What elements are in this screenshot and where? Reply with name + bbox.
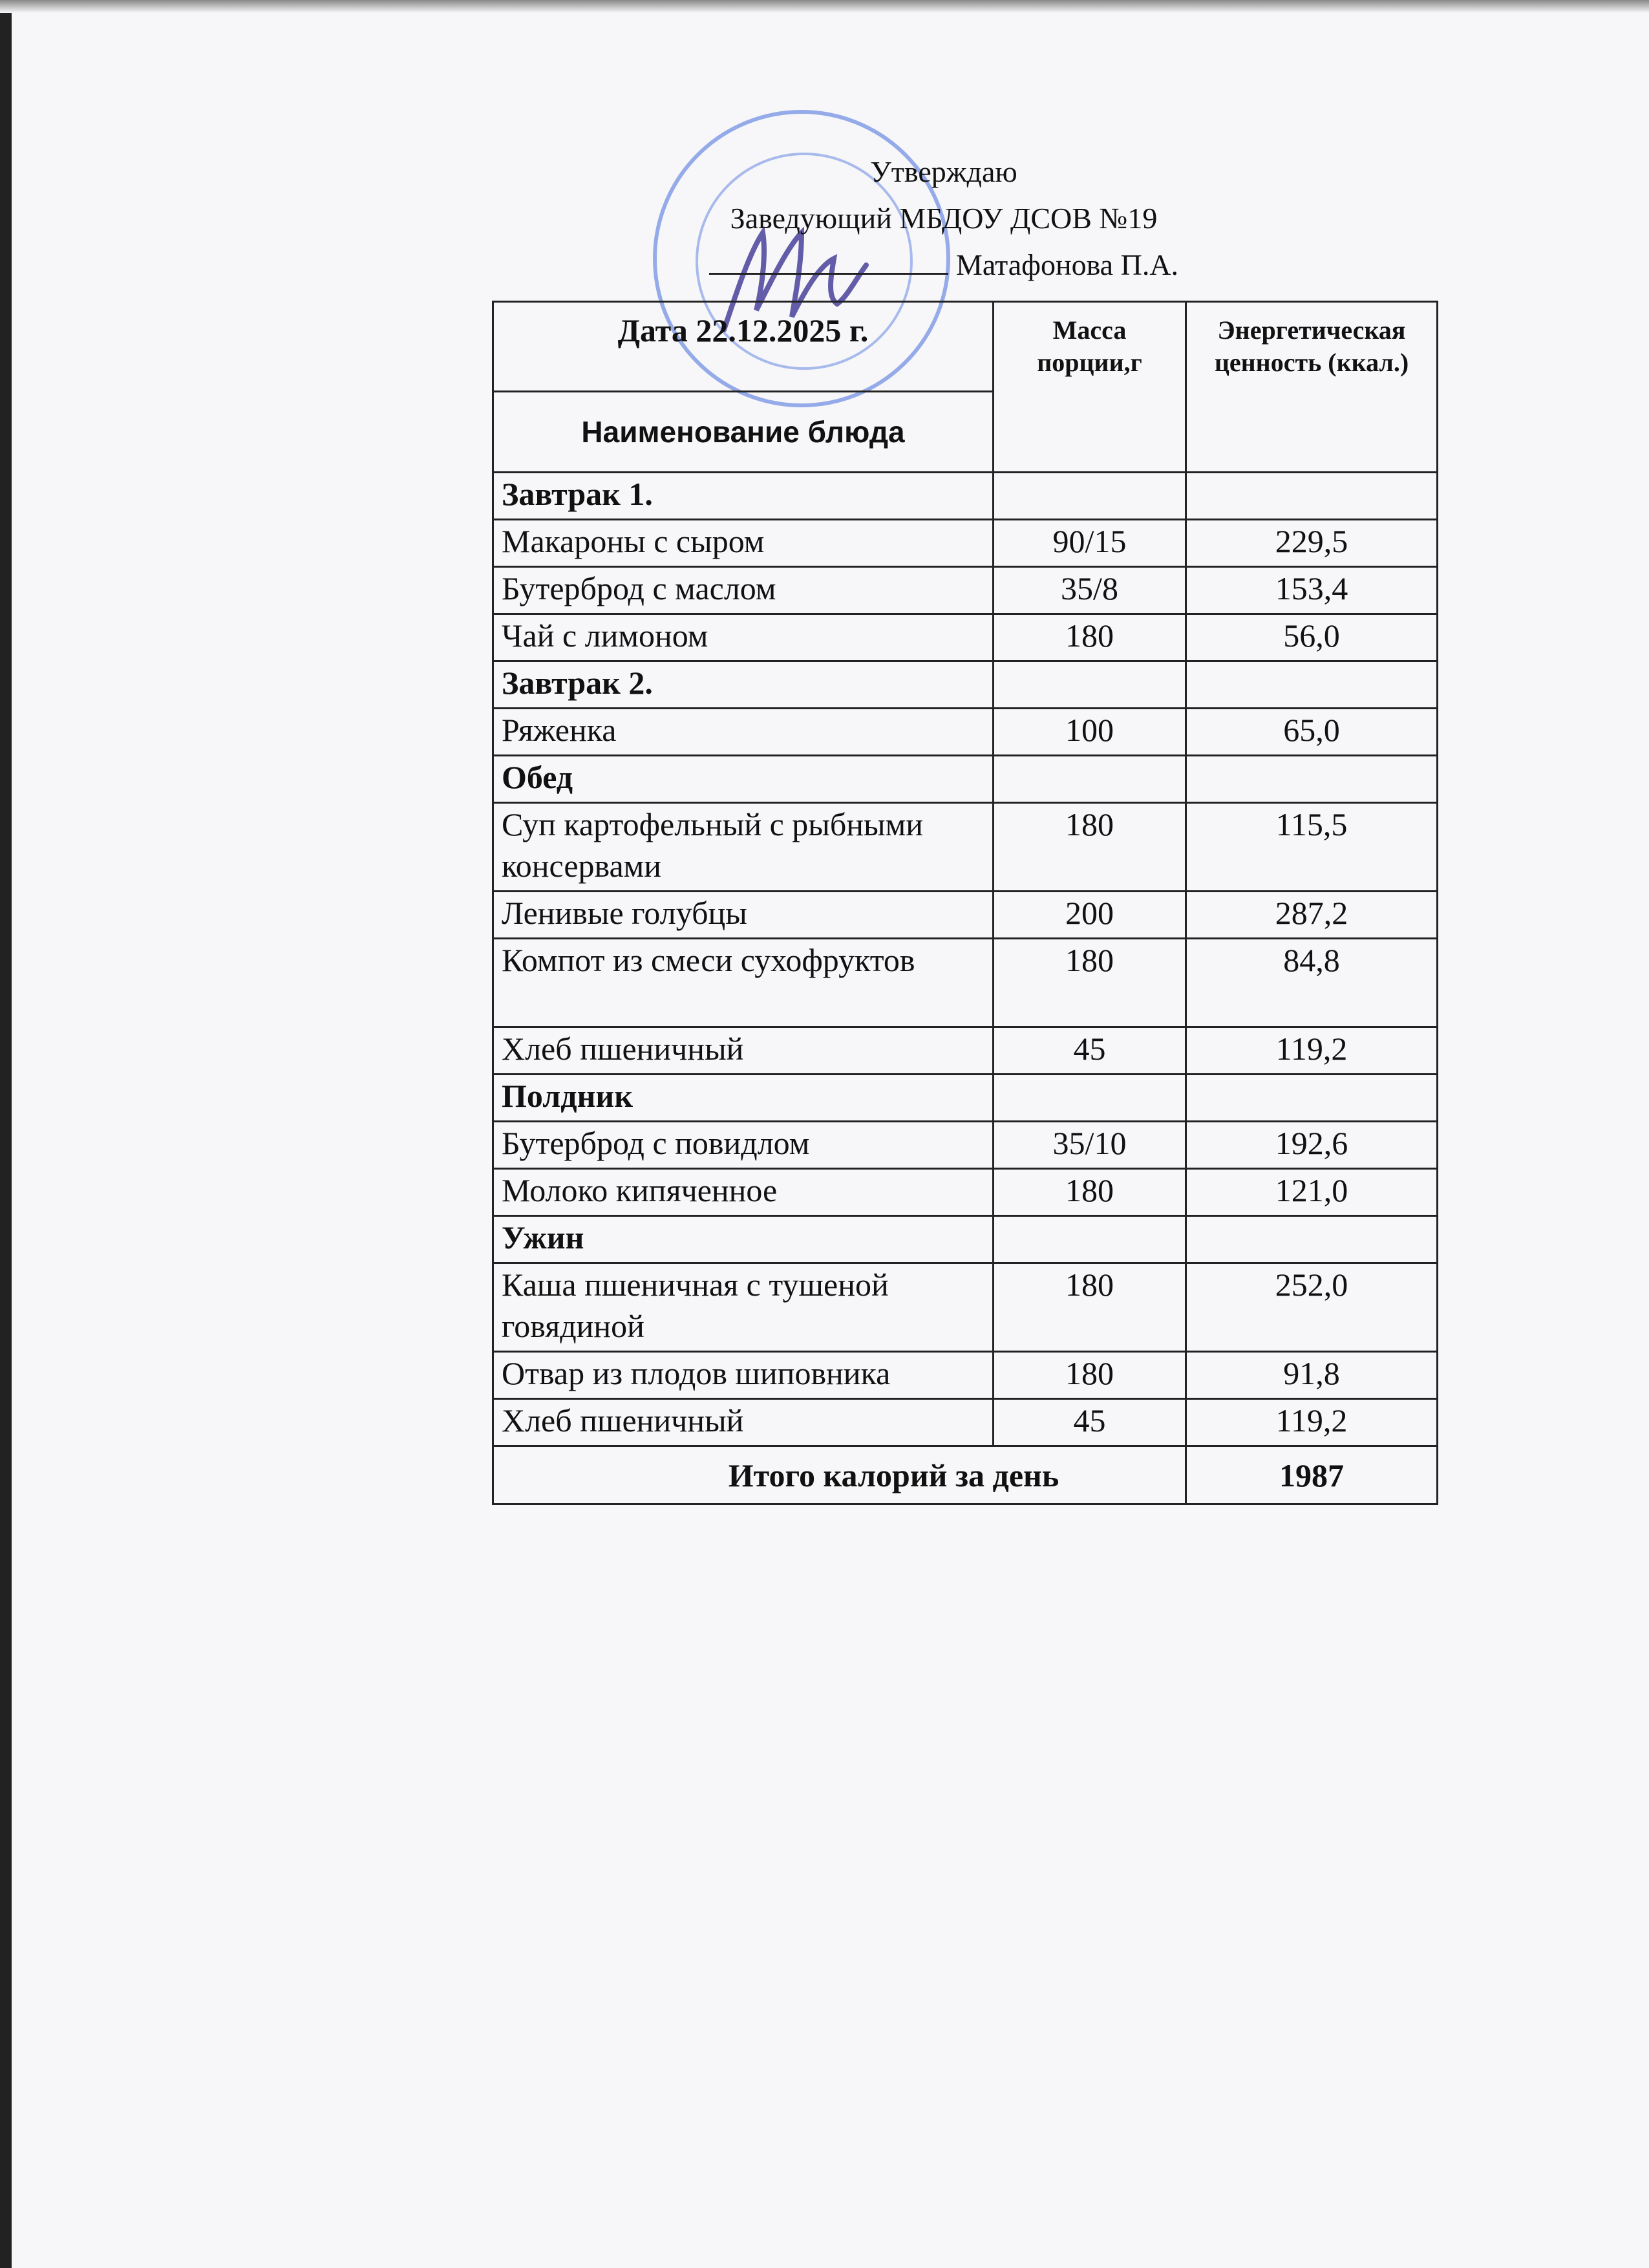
dish-name: Компот из смеси сухофруктов [493,939,994,1027]
dish-row [493,803,1438,892]
dish-name: Макароны с сыром [493,520,994,567]
dish-mass: 180 [994,1169,1186,1216]
dish-row [493,1352,1438,1399]
scan-edge [0,0,12,2268]
dish-kcal: 252,0 [1186,1263,1438,1352]
section-row [493,473,1438,520]
dish-name: Ряженка [493,709,994,756]
signature-line [709,273,948,275]
dish-name: Чай с лимоном [493,614,994,661]
dish-name: Каша пшеничная с тушеной говядиной [493,1263,994,1352]
section-title: Завтрак 1. [493,473,994,520]
scan-edge-top [0,0,1649,13]
dish-kcal: 119,2 [1186,1027,1438,1075]
column-header-energy: Энергетическая ценность (ккал.) [1186,302,1438,473]
dish-mass: 180 [994,803,1186,892]
dish-mass: 200 [994,892,1186,939]
approval-block [621,149,1267,288]
section-row [493,1216,1438,1263]
column-header-name: Наименование блюда [493,392,994,473]
dish-name: Отвар из плодов шиповника [493,1352,994,1399]
dish-row [493,567,1438,614]
section-title: Обед [493,756,994,803]
dish-mass: 180 [994,614,1186,661]
dish-row [493,1399,1438,1446]
dish-kcal: 229,5 [1186,520,1438,567]
dish-mass: 180 [994,1263,1186,1352]
section-title: Полдник [493,1075,994,1122]
dish-kcal: 153,4 [1186,567,1438,614]
approval-title: Утверждаю [870,155,1017,188]
dish-mass: 100 [994,709,1186,756]
total-label: Итого калорий за день [493,1446,1186,1504]
section-row [493,756,1438,803]
dish-kcal: 121,0 [1186,1169,1438,1216]
dish-name: Молоко кипяченное [493,1169,994,1216]
dish-kcal: 192,6 [1186,1122,1438,1169]
dish-mass: 45 [994,1027,1186,1075]
dish-mass: 35/10 [994,1122,1186,1169]
dish-row [493,1027,1438,1075]
approver-position: Заведующий МБДОУ ДСОВ №19 [730,202,1158,235]
menu-date: Дата 22.12.2025 г. [493,302,994,392]
total-row [493,1446,1438,1504]
dish-mass: 90/15 [994,520,1186,567]
total-value: 1987 [1186,1446,1438,1504]
approver-name: Матафонова П.А. [955,248,1179,281]
dish-row [493,614,1438,661]
dish-mass: 35/8 [994,567,1186,614]
dish-kcal: 56,0 [1186,614,1438,661]
dish-row [493,1169,1438,1216]
dish-kcal: 115,5 [1186,803,1438,892]
dish-name: Ленивые голубцы [493,892,994,939]
dish-name: Суп картофельный с рыбными консервами [493,803,994,892]
dish-kcal: 65,0 [1186,709,1438,756]
dish-row [493,709,1438,756]
menu-table [492,301,1438,1505]
dish-mass: 180 [994,939,1186,1027]
dish-kcal: 119,2 [1186,1399,1438,1446]
dish-name: Бутерброд с маслом [493,567,994,614]
dish-row [493,892,1438,939]
dish-row [493,1263,1438,1352]
dish-kcal: 91,8 [1186,1352,1438,1399]
dish-row [493,520,1438,567]
dish-name: Хлеб пшеничный [493,1399,994,1446]
dish-row [493,939,1438,1027]
section-title: Ужин [493,1216,994,1263]
dish-name: Хлеб пшеничный [493,1027,994,1075]
section-row [493,1075,1438,1122]
column-header-mass: Масса порции,г [994,302,1186,473]
dish-kcal: 84,8 [1186,939,1438,1027]
dish-kcal: 287,2 [1186,892,1438,939]
dish-mass: 45 [994,1399,1186,1446]
dish-mass: 180 [994,1352,1186,1399]
dish-row [493,1122,1438,1169]
section-row [493,661,1438,709]
dish-name: Бутерброд с повидлом [493,1122,994,1169]
section-title: Завтрак 2. [493,661,994,709]
